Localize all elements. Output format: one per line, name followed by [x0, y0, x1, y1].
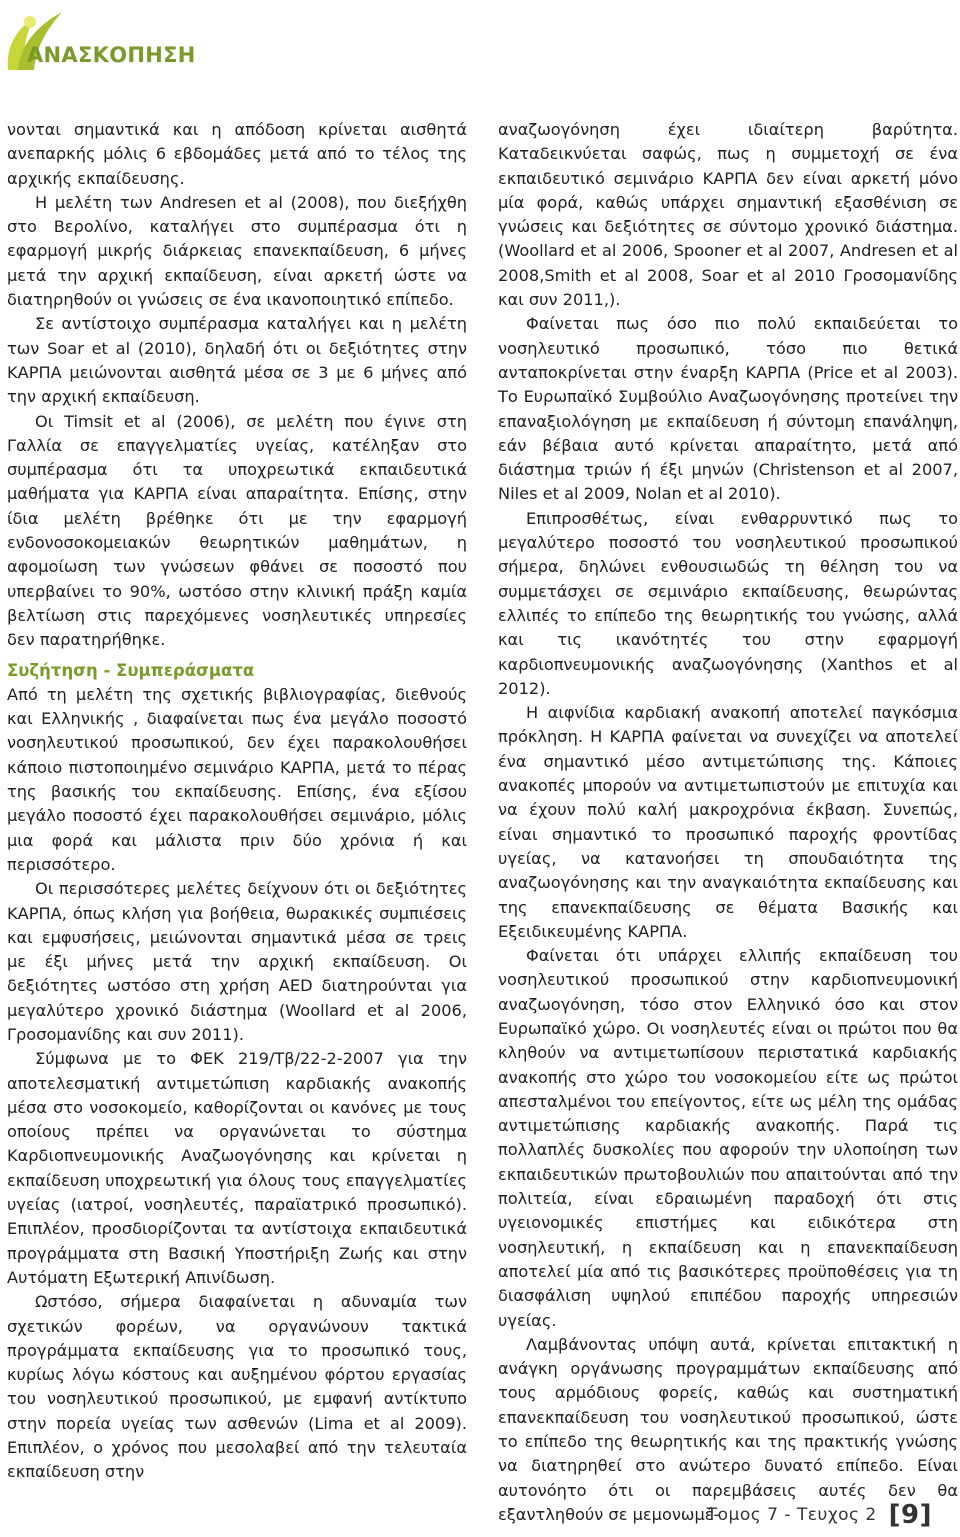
paragraph: Οι περισσότερες μελέτες δείχνουν ότι οι δεξιότητες ΚΑΡΠΑ, όπως κλήση για βοήθεια, θωρακικές συμπιέσεις και εμφυσήσεις, μειώνονται σημαντικά μέσα σε τρεις με έξι μήνες μετά την αρχική εκπαίδευση. Οι δεξιότητες ωστόσο στη χρήση AED διατηρούνται για μεγαλύτερο χρονικό διάστημα (Woollard et al 2006, Γροσομανίδης και συν 2011).: [7, 879, 467, 1044]
page-footer: [707, 1500, 932, 1530]
left-column: [7, 118, 467, 1485]
paragraph: Λαμβάνοντας υπόψη αυτά, κρίνεται επιτακτική η ανάγκη οργάνωσης προγραμμάτων εκπαίδευσης από τους αρμόδιους φορείς, καθώς και συστηματική επανεκπαίδευση του νοσηλευτικού προσωπικού, ώστε το επίπεδο της θεωρητικής και της πρακτικής γνώσης να διατηρηθεί στο ανώτερο δυνατό επίπεδο. Είναι αυτονόητο ότι οι παρεμβάσεις αυτές δεν θα εξαντληθούν σε μεμονωμέ-: [498, 1334, 958, 1524]
paragraph: Οι Timsit et al (2006), σε μελέτη που έγινε στη Γαλλία σε επαγγελματίες υγείας, κατέληξαν στο συμπέρασμα ότι τα υποχρεωτικά εκπαιδευτικά μαθήματα για ΚΑΡΠΑ είναι απαραίτητα. Επίσης, στην ίδια μελέτη βρέθηκε ότι με την εφαρμογή ενδονοσοκομειακών θεωρητικών μαθημάτων, η αφομοίωση των γνώσεων φθάνει σε ποσοστό που υπερβαίνει το 90%, ωστόσο στην κλινική πράξη καμία βελτίωση στις παρεχόμενες νοσηλευτικές υπηρεσίες δεν παρατηρήθηκε.: [7, 411, 467, 650]
paragraph: νονται σημαντικά και η απόδοση κρίνεται αισθητά ανεπαρκής μόλις 6 εβδομάδες μετά από το τέλος της αρχικής εκπαίδευσης.: [7, 120, 467, 188]
paragraph: Ωστόσο, σήμερα διαφαίνεται η αδυναμία των σχετικών φορέων, να οργανώνουν τακτικά προγράμματα εκπαίδευσης για το προσωπικό τους, κυρίως λόγω κόστους και αυξημένου φόρτου εργασίας του νοσηλευτικού προσωπικού, με εμφανή αντίκτυπο στην πορεία υγείας των ασθενών (Lima et al 2009). Επιπλέον, ο χρόνος που μεσολαβεί από την τελευταία εκπαίδευση στην: [7, 1292, 467, 1482]
paragraph: Η μελέτη των Andresen et al (2008), που διεξήχθη στο Βερολίνο, καταλήγει στο συμπέρασμα ότι η εφαρμογή μικρής διάρκειας επανεκπαίδευση, 6 μήνες μετά την αρχική εκπαίδευση, είναι αρκετή ώστε να διατηρηθούν οι γνώσεις σε ένα ικανοποιητικό επίπεδο.: [7, 192, 467, 310]
page-number: [9]: [888, 1500, 932, 1530]
paragraph: Σε αντίστοιχο συμπέρασμα καταλήγει και η μελέτη των Soar et al (2010), δηλαδή ότι οι δεξιότητες στην ΚΑΡΠΑ μειώνονται αισθητά μέσα σε 3 με 6 μήνες από την αρχική εκπαίδευση.: [7, 314, 467, 407]
paragraph: Από τη μελέτη της σχετικής βιβλιογραφίας, διεθνούς και Ελληνικής , διαφαίνεται πως ένα μεγάλο ποσοστό νοσηλευτικού προσωπικού, δεν έχει παρακολουθήσει κάποιο πιστοποιημένο σεμινάριο ΚΑΡΠΑ, μετά το πέρας της βασικής του εκπαίδευσης. Επίσης, ένα εξίσου μεγάλο ποσοστό έχει παρακολουθήσει σεμινάριο, μόλις μια φορά και μάλιστα πριν δύο χρόνια ή και περισσότερο.: [7, 684, 467, 874]
paragraph: Η αιφνίδια καρδιακή ανακοπή αποτελεί παγκόσμια πρόκληση. Η ΚΑΡΠΑ φαίνεται να συνεχίζει να αποτελεί ένα σημαντικό μέσο αντιμετώπισης της. Κάποιες ανακοπές μπορούν να αντιμετωπιστούν με επιτυχία και να έχουν πολύ καλή μακροχρόνια έκβαση. Συνεπώς, είναι σημαντικό το προσωπικό παροχής φροντίδας υγείας, να κατανοήσει τη σπουδαιότητα της αναζωογόνησης και την αναγκαιότητα εκπαίδευσης και της επανεκπαίδευσης σε θέματα Βασικής και Εξειδικευμένης ΚΑΡΠΑ.: [498, 703, 958, 941]
paragraph: Φαίνεται ότι υπάρχει ελλιπής εκπαίδευση του νοσηλευτικού προσωπικού στην καρδιοπνευμονική αναζωογόνηση, τόσο στον Ελληνικό όσο και στον Ευρωπαϊκό χώρο. Οι νοσηλευτές είναι οι πρώτοι που θα κληθούν να αντιμετωπίσουν περιστατικά καρδιακής ανακοπής στο χώρο του νοσοκομείου είτε ως πρώτοι απεσταλμένοι του επείγοντος, είτε ως μέλη της ομάδας αντιμετώπισης καρδιακής ανακοπής. Παρά τις πολλαπλές δυσκολίες που αφορούν την υλοποίηση των εκπαιδευτικών πρωτοβουλιών που απαιτούνται από την πολιτεία, είναι εδραιωμένη παραδοχή ότι στις υγειονομικές επιστήμες και ειδικότερα στη νοσηλευτική, η εκπαίδευση και η επανεκπαίδευση αποτελεί μία από τις βασικότερες προϋποθέσεις για τη διασφάλιση υψηλού επιπέδου παροχής υπηρεσιών υγείας.: [498, 946, 958, 1330]
journal-logo: [0, 0, 70, 80]
paragraph: Φαίνεται πως όσο πιο πολύ εκπαιδεύεται το νοσηλευτικό προσωπικό, τόσο πιο θετικά ανταποκρίνεται στην έναρξη ΚΑΡΠΑ (Price et al 2003). Το Ευρωπαϊκό Συμβούλιο Αναζωογόνησης προτείνει την επαναξιολόγηση με εκπαίδευση ή σύντομη επανάληψη, εάν βέβαια αυτό κρίνεται απαραίτητο, μετά από διάστημα τριών ή έξι μηνών (Christenson et al 2007, Niles et al 2009, Nolan et al 2010).: [498, 314, 958, 504]
right-column: [498, 118, 958, 1527]
paragraph: Επιπροσθέτως, είναι ενθαρρυντικό πως το μεγαλύτερο ποσοστό του νοσηλευτικού προσωπικού σήμερα, δηλώνει ενθουσιωδώς τη θέληση του να συμμετάσχει σε σεμινάριο εκπαίδευσης, θεωρώντας ελλιπές το επίπεδο της θεωρητικής του γνώσης, αλλά και τις ικανότητές του στην εφαρμογή καρδιοπνευμονικής αναζωογόνησης (Xanthos et al 2012).: [498, 508, 958, 698]
paragraph: αναζωογόνηση έχει ιδιαίτερη βαρύτητα. Καταδεικνύεται σαφώς, πως η συμμετοχή σε ένα εκπαιδευτικό σεμινάριο ΚΑΡΠΑ δεν είναι αρκετή μόνο μία φορά, καθώς υπάρχει σημαντική εξασθένιση σε γνώσεις και δεξιότητες σε σύντομο χρονικό διάστημα. (Woollard et al 2006, Spooner et al 2007, Andresen et al 2008,Smith et al 2008, Soar et al 2010 Γροσομανίδης και συν 2011,).: [498, 120, 958, 310]
section-title: ΑΝΑΣΚΟΠΗΣΗ: [27, 43, 196, 67]
issue-label: Τομος 7 - Τευχος 2: [706, 1505, 877, 1525]
paragraph: Σύμφωνα με το ΦΕΚ 219/Τβ/22-2-2007 για την αποτελεσματική αντιμετώπιση καρδιακής ανακοπής μέσα στο νοσοκομείο, καθορίζονται οι κανόνες με τους οποίους πρέπει να οργανώνεται το σύστημα Καρδιοπνευμονικής Αναζωογόνησης και κρίνεται η εκπαίδευση υποχρεωτική για όλους τους επαγγελματίες υγείας (ιατροί, νοσηλευτές, παραϊατρικό προσωπικό). Επιπλέον, προσδιορίζονται τα αντίστοιχα εκπαιδευτικά προγράμματα στη Βασική Υποστήριξη Ζωής και στην Αυτόματη Εξωτερική Απινίδωση.: [7, 1049, 467, 1287]
section-heading: Συζήτηση - Συμπεράσματα: [7, 660, 255, 680]
